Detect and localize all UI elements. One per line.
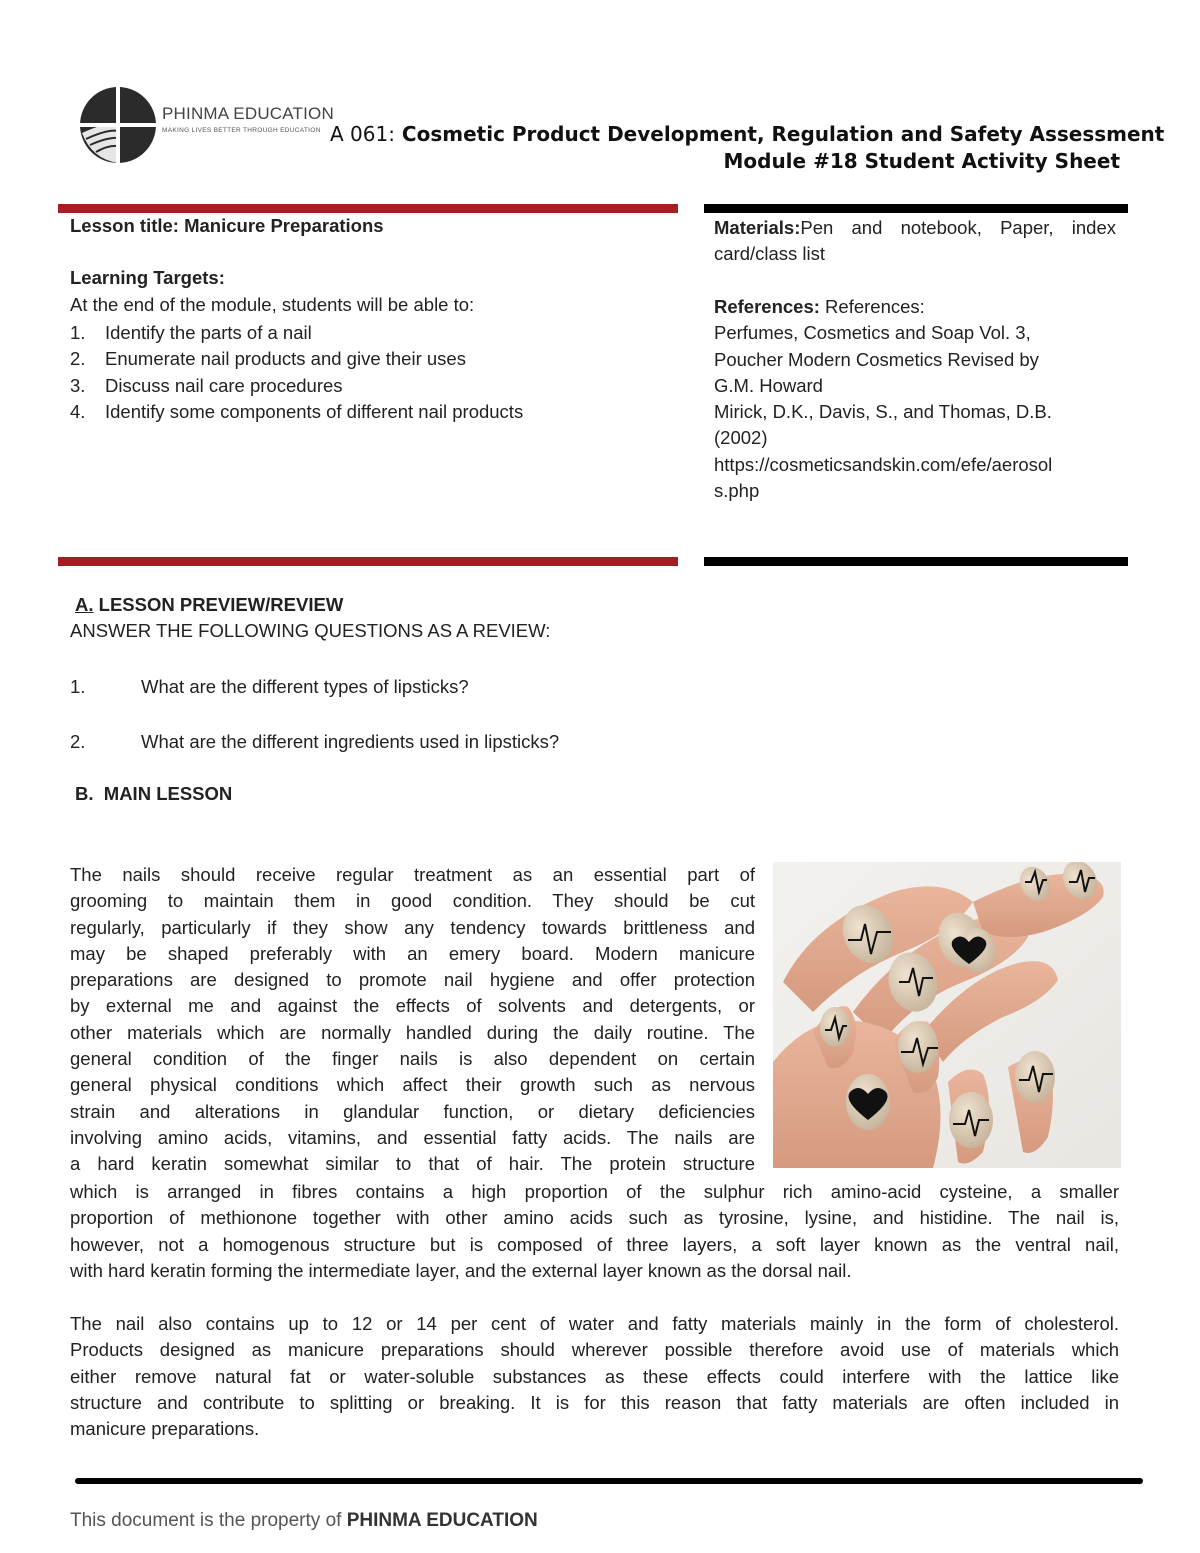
references-block	[714, 294, 1116, 504]
text-line: involving amino acids, vitamins, and essential fatty acids. The nails are	[70, 1126, 755, 1148]
reference-link-cont[interactable]: s.php	[714, 480, 760, 502]
list-text: Identify some components of different nail products	[105, 400, 524, 422]
section-b-heading: B. MAIN LESSON	[75, 783, 233, 804]
materials-text: Pen and notebook, Paper, index card/class list	[714, 217, 1116, 265]
list-item	[70, 373, 523, 399]
learning-targets-list	[70, 320, 523, 425]
main-paragraph-1-top	[70, 862, 755, 1178]
list-text: Discuss nail care procedures	[105, 374, 343, 396]
text-line: by external me and against the effects of solvents and detergents, or	[70, 995, 755, 1017]
manicured-nails-photo	[773, 862, 1121, 1168]
text-line: structure and contribute to splitting or breaking. It is for this reason that fatty materials are often included in	[70, 1391, 1119, 1413]
learning-targets-intro: At the end of the module, students will be able to:	[70, 294, 475, 315]
brand-tagline: MAKING LIVES BETTER THROUGH EDUCATION	[162, 127, 321, 134]
text-line: regularly, particularly if they show any tendency towards brittleness and	[70, 916, 755, 938]
text-line: general condition of the finger nails is also dependent on certain	[70, 1048, 755, 1070]
list-number: 2.	[70, 348, 86, 370]
lesson-title: Lesson title: Manicure Preparations	[70, 215, 384, 236]
footer-text	[70, 1510, 538, 1532]
main-paragraph-2	[70, 1311, 1119, 1442]
course-name: Cosmetic Product Development, Regulation and Safety Assessment	[401, 122, 1165, 146]
footer-statement: This document is the property of	[70, 1510, 347, 1531]
section-a-title: LESSON PREVIEW/REVIEW	[93, 594, 344, 615]
brand-name: PHINMA EDUCATION	[162, 104, 334, 123]
reference-link[interactable]: https://cosmeticsandskin.com/efe/aerosol	[714, 453, 1053, 475]
text-line: strain and alterations in glandular function, or dietary deficiencies	[70, 1100, 755, 1122]
learning-targets-heading: Learning Targets:	[70, 267, 225, 288]
question-text: What are the different types of lipsticks?	[141, 676, 469, 697]
main-paragraph-1-bottom	[70, 1179, 1119, 1284]
course-title	[330, 122, 1165, 146]
reference-item: Poucher Modern Cosmetics Revised by	[714, 348, 1039, 370]
reference-item: Mirick, D.K., Davis, S., and Thomas, D.B.	[714, 401, 1052, 423]
materials-block	[714, 215, 1116, 268]
mid-left-rule	[58, 557, 678, 566]
list-number: 1.	[70, 322, 86, 343]
text-line: however, not a homogenous structure but is composed of three layers, a soft layer known as the ventral nail,	[70, 1233, 1119, 1255]
mid-right-rule	[704, 557, 1128, 566]
list-item	[70, 320, 523, 346]
section-a-heading	[75, 594, 343, 616]
text-line: other materials which are normally handled during the daily routine. The	[70, 1021, 755, 1043]
list-item	[70, 399, 523, 425]
top-left-rule	[58, 204, 678, 213]
reference-item: G.M. Howard	[714, 374, 823, 396]
text-line: with hard keratin forming the intermediate layer, and the external layer known as the dorsal nail.	[70, 1259, 852, 1281]
module-title: Module #18 Student Activity Sheet	[723, 149, 1120, 173]
reference-item: Perfumes, Cosmetics and Soap Vol. 3,	[714, 322, 1031, 344]
footer-rule	[75, 1478, 1143, 1484]
footer-brand: PHINMA EDUCATION	[346, 1510, 538, 1531]
text-line: a hard keratin somewhat similar to that of hair. The protein structure	[70, 1153, 755, 1175]
list-text: Identify the parts of a nail	[105, 322, 312, 343]
text-line: Products designed as manicure preparations should wherever possible therefore avoid use of materials which	[70, 1339, 1119, 1361]
text-line: The nails should receive regular treatment as an essential part of	[70, 864, 755, 885]
phinma-logo	[78, 85, 158, 165]
materials-label: Materials:	[714, 217, 801, 238]
section-a-letter: A.	[75, 594, 94, 615]
text-line: general physical conditions which affect their growth such as nervous	[70, 1074, 755, 1096]
text-line: preparations are designed to promote nail hygiene and offer protection	[70, 969, 755, 991]
list-text: Enumerate nail products and give their uses	[105, 348, 466, 370]
text-line: may be shaped preferably with an emery board. Modern manicure	[70, 942, 755, 964]
references-intro: References:	[819, 296, 925, 317]
section-a-instruction: ANSWER THE FOLLOWING QUESTIONS AS A REVIEW:	[70, 620, 551, 641]
text-line: The nail also contains up to 12 or 14 per cent of water and fatty materials mainly in the form of cholesterol.	[70, 1313, 1119, 1334]
top-right-rule	[704, 204, 1128, 213]
list-number: 4.	[70, 400, 86, 422]
text-line: either remove natural fat or water-soluble substances as these effects could interfere with the lattice like	[70, 1365, 1119, 1387]
list-number: 3.	[70, 374, 86, 396]
text-line: manicure preparations.	[70, 1418, 260, 1440]
question-text: What are the different ingredients used in lipsticks?	[141, 731, 560, 752]
text-line: which is arranged in fibres contains a high proportion of the sulphur rich amino-acid cysteine, a smaller	[70, 1181, 1119, 1202]
question-number: 1.	[70, 676, 86, 697]
course-code: A 061:	[330, 122, 395, 146]
text-line: grooming to maintain them in good condition. They should be cut	[70, 890, 755, 912]
references-label: References:	[714, 296, 820, 317]
question-number: 2.	[70, 731, 86, 752]
reference-item: (2002)	[714, 427, 768, 449]
list-item	[70, 346, 523, 372]
text-line: proportion of methionone together with other amino acids such as tyrosine, lysine, and histidine. The nail is,	[70, 1207, 1119, 1229]
